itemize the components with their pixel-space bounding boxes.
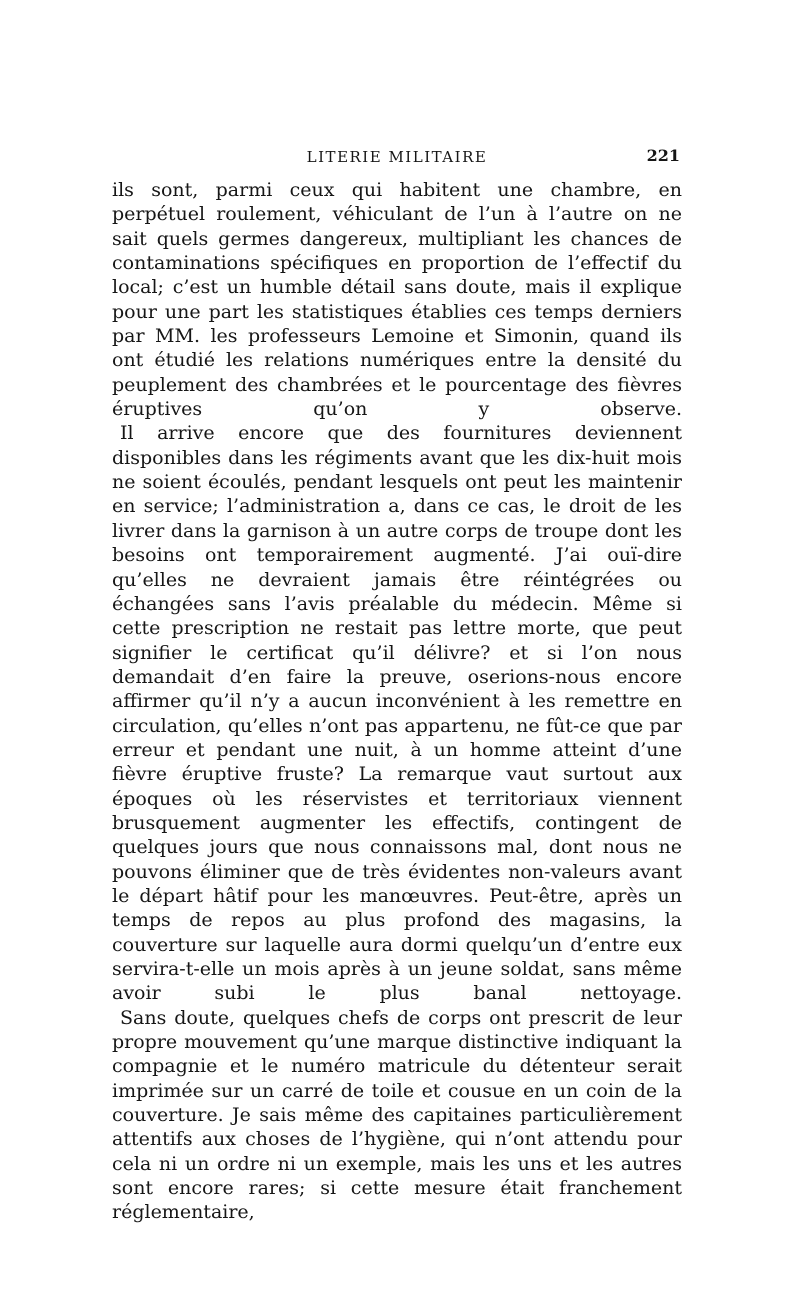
body-text bbox=[112, 178, 682, 1225]
paragraph-2: Il arrive encore que des fournitures deviennent disponibles dans les régiments avant que les dix-huit mois ne soient écoulés, pendant lesquels ont peut les maintenir en service; l’administration a, dans ce cas, le droit de les livrer dans la garnison à un autre corps de troupe dont les besoins ont temporairement augmenté. J’ai ouï-dire qu’elles ne devraient jamais être réintégrées ou échangées sans l’avis préalable du médecin. Même si cette prescription ne restait pas lettre morte, que peut signifier le certificat qu’il délivre? et si l’on nous demandait d’en faire la preuve, oserions-nous encore affirmer qu’il n’y a aucun inconvénient à les remettre en circulation, qu’elles n’ont pas appartenu, ne fût-ce que par erreur et pendant une nuit, à un homme atteint d’une fièvre éruptive fruste? La remarque vaut surtout aux époques où les réservistes et territoriaux viennent brusquement augmenter les effectifs, contingent de quelques jours que nous connaissons mal, dont nous ne pouvons éliminer que de très évidentes non-valeurs avant le départ hâtif pour les manœuvres. Peut-être, après un temps de repos au plus profond des magasins, la couverture sur laquelle aura dormi quelqu’un d’entre eux servira-t-elle un mois après à un jeune soldat, sans même avoir subi le plus banal nettoyage. bbox=[112, 422, 682, 1005]
paragraph-1: ils sont, parmi ceux qui habitent une chambre, en perpétuel roulement, véhiculant de l’un à l’autre on ne sait quels germes dangereux, multipliant les chances de contaminations spécifiques en proportion de l’effectif du local; c’est un humble détail sans doute, mais il explique pour une part les statistiques établies ces temps derniers par MM. les professeurs Lemoine et Simonin, quand ils ont étudié les relations numériques entre la densité du peuplement des chambrées et le pourcentage des fièvres éruptives qu’on y observe. bbox=[112, 179, 682, 421]
page-number: 221 bbox=[646, 146, 680, 165]
paragraph-3: Sans doute, quelques chefs de corps ont prescrit de leur propre mouvement qu’une marque distinctive indiquant la compagnie et le numéro matricule du détenteur serait imprimée sur un carré de toile et cousue en un coin de la couverture. Je sais même des capitaines particulièrement attentifs aux choses de l’hygiène, qui n’ont attendu pour cela ni un ordre ni un exemple, mais les uns et les autres sont encore rares; si cette mesure était franchement réglementaire, bbox=[112, 1006, 682, 1224]
running-title: LITERIE MILITAIRE bbox=[306, 148, 488, 166]
book-page bbox=[112, 142, 682, 1225]
running-header bbox=[112, 142, 682, 172]
